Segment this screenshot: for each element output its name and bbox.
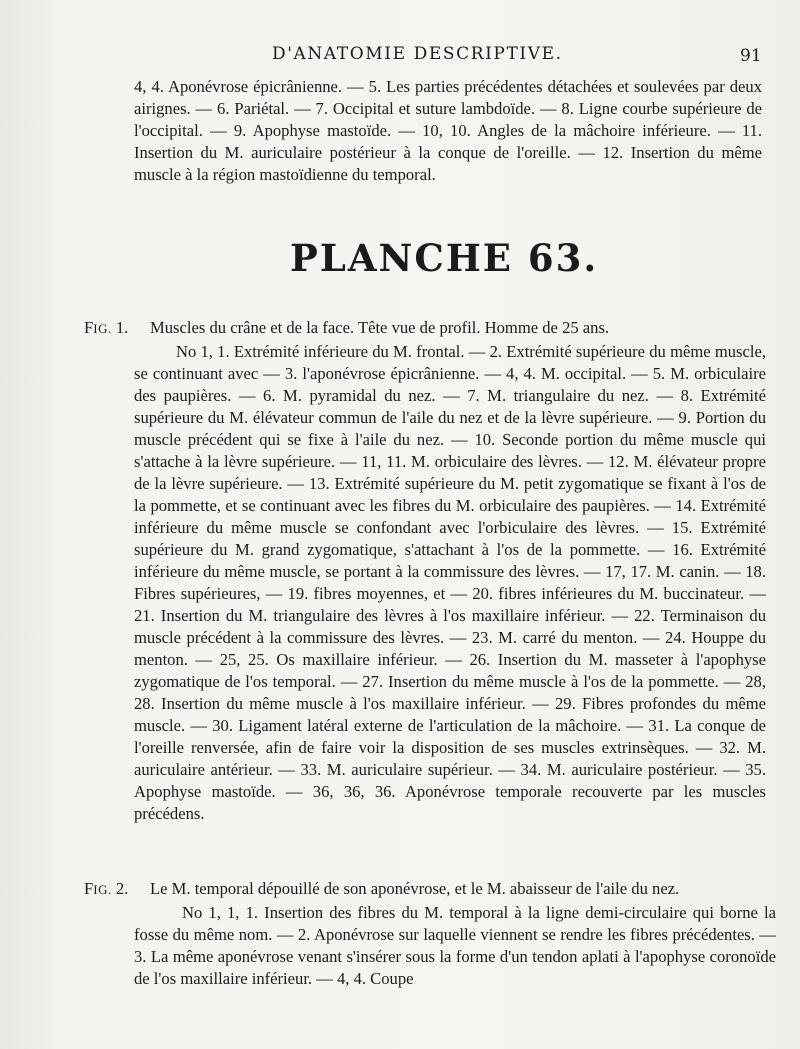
continuation-paragraph: 4, 4. Aponévrose épicrânienne. — 5. Les parties précédentes détachées et soulevées par deux airignes. — 6. Pariétal. — 7. Occipital et suture lambdoïde. — 8. Ligne courbe supérieure de l'occipital. — 9. Apophyse mastoïde. — 10, 10. Angles de la mâchoire inférieure. — 11. Insertion du M. auriculaire postérieur à la conque de l'oreille. — 12. Insertion du même muscle à la région mastoïdienne du temporal. xyxy=(134,77,762,184)
figure-2-legend: No 1, 1, 1. Insertion des fibres du M. temporal à la ligne demi-circulaire qui borne la fosse du même nom. — 2. Aponévrose sur laquelle viennent se rendre les fibres précédentes. — 3. La même aponévrose venant s'insérer sous la forme d'un tendon aplati à l'apophyse coronoïde de l'os maxillaire inférieur. — 4, 4. Coupe xyxy=(134,903,776,988)
figure-2-label: FIG. 2. xyxy=(84,879,129,898)
page-number: 91 xyxy=(740,46,762,66)
figure-1-caption: Muscles du crâne et de la face. Tête vue de profil. Homme de 25 ans. xyxy=(150,318,610,337)
figure-1-heading xyxy=(84,317,609,340)
figure-2-heading xyxy=(84,878,679,901)
running-title: D'ANATOMIE DESCRIPTIVE. xyxy=(272,44,563,64)
figure-1-legend: No 1, 1. Extrémité inférieure du M. frontal. — 2. Extrémité supérieure du même muscle, se continuant avec — 3. l'aponévrose épicrânienne. — 4, 4. M. occipital. — 5. M. orbiculaire des paupières. — 6. M. pyramidal du nez. — 7. M. triangulaire du nez. — 8. Extrémité supérieure du M. élévateur commun de l'aile du nez et de la lèvre supérieure. — 9. Portion du muscle précédent qui se fixe à l'aile du nez. — 10. Seconde portion du même muscle qui s'attache à la lèvre supérieure. — 11, 11. M. orbiculaire des lèvres. — 12. M. élévateur propre de la lèvre supérieure. — 13. Extrémité supérieure du M. petit zygomatique se fixant à l'os de la pommette, et se continuant avec les fibres du M. orbiculaire des paupières. — 14. Extrémité inférieure du même muscle se confondant avec l'orbiculaire des lèvres. — 15. Extrémité supérieure du M. grand zygomatique, s'attachant à l'os de la pommette. — 16. Extrémité inférieure du même muscle, se portant à la commissure des lèvres. — 17, 17. M. canin. — 18. Fibres supérieures, — 19. fibres moyennes, et — 20. fibres inférieures du M. buccinateur. — 21. Insertion du M. triangulaire des lèvres à l'os maxillaire inférieur. — 22. Terminaison du muscle précédent à la commissure des lèvres. — 23. M. carré du menton. — 24. Houppe du menton. — 25, 25. Os maxillaire inférieur. — 26. Insertion du M. masseter à l'apophyse zygomatique de l'os temporal. — 27. Insertion du même muscle à l'os de la pommette. — 28, 28. Insertion du même muscle à l'os maxillaire inférieur. — 29. Fibres profondes du même muscle. — 30. Ligament latéral externe de l'articulation de la mâchoire. — 31. La conque de l'oreille renversée, afin de faire voir la disposition de ses muscles extrinsèques. — 32. M. auriculaire antérieur. — 33. M. auriculaire supérieur. — 34. M. auriculaire postérieur. — 35. Apophyse mastoïde. — 36, 36, 36. Aponévrose temporale recouverte par les muscles précédens. xyxy=(134,342,766,823)
page-header xyxy=(0,44,800,68)
figure-1-label: FIG. 1. xyxy=(84,318,129,337)
figure-2-caption: Le M. temporal dépouillé de son aponévrose, et le M. abaisseur de l'aile du nez. xyxy=(150,879,680,898)
plate-title: PLANCHE 63. xyxy=(290,236,599,280)
